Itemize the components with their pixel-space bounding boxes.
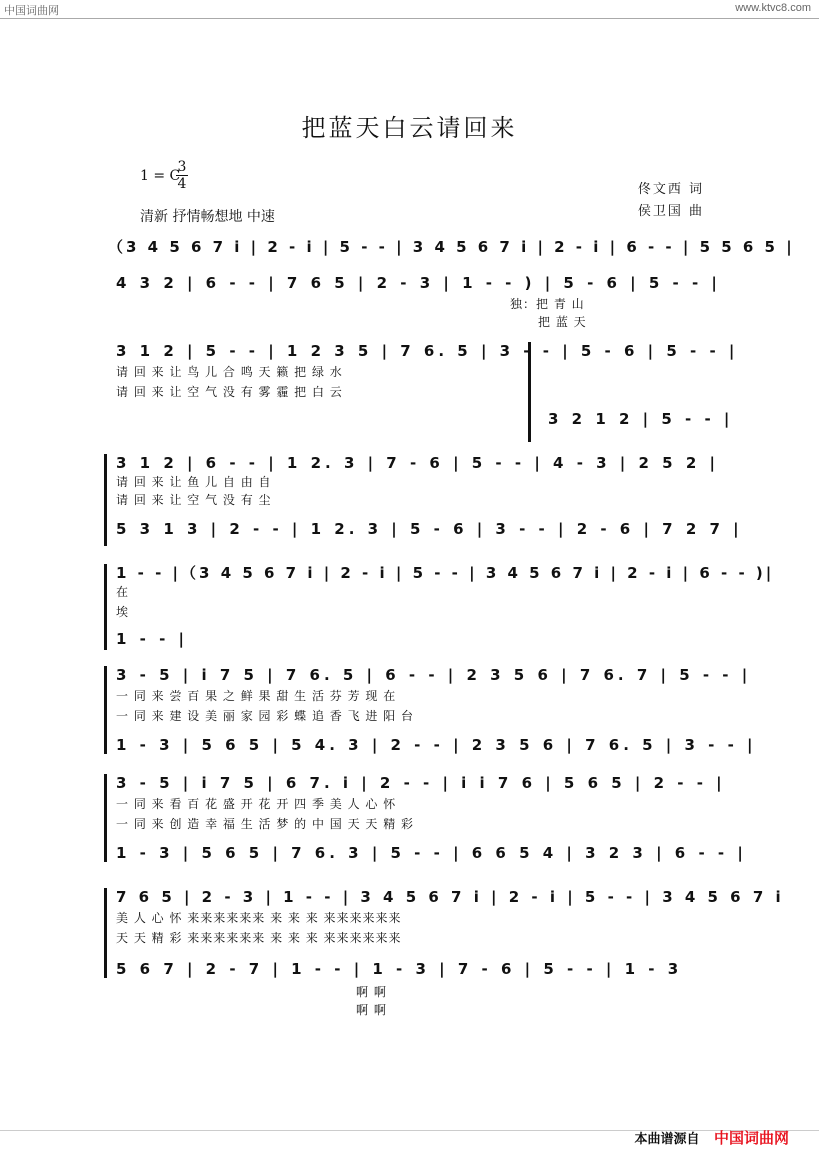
footer-brand[interactable]: 中国词曲网 (713, 1129, 789, 1147)
lyric-line-2: 天 天 精 彩 来来来来来来 来 来 来 来来来来来来 (116, 931, 402, 945)
lyric-line-2: 一 同 来 建 设 美 丽 家 园 彩 蝶 追 香 飞 进 阳 台 (116, 709, 415, 723)
header-divider (0, 18, 819, 19)
lyric-line-2: 埃 (116, 605, 130, 619)
lyricist-credit: 佟文西 词 (637, 182, 704, 197)
footer-label: 本曲谱源自 (634, 1132, 700, 1147)
time-signature (176, 160, 188, 191)
lyric-line-2: 把 蓝 天 (538, 315, 587, 329)
lower-lyric-line-2: 啊 啊 (356, 1003, 387, 1017)
song-title: 把蓝天白云请回来 (301, 114, 518, 142)
lyric-line-1: 请 回 来 让 鱼 儿 自 由 自 (116, 475, 272, 489)
lyric-line-2: 请 回 来 让 空 气 没 有 尘 (116, 493, 272, 507)
notation-line: 3 - 5 | i 7 5 | 6 7. i | 2 - - | i i 7 6 | 5 6 5 | 2 - - | (116, 774, 726, 792)
part-brace (104, 888, 107, 978)
lower-notation-line: 5 6 7 | 2 - 7 | 1 - - | 1 - 3 | 7 - 6 | 5 - - | 1 - 3 (116, 960, 683, 978)
notation-line: 3 - 5 | i 7 5 | 7 6. 5 | 6 - - | 2 3 5 6 | 7 6. 7 | 5 - - | (116, 666, 752, 684)
lower-notation-line: 1 - 3 | 5 6 5 | 5 4. 3 | 2 - - | 2 3 5 6 | 7 6. 5 | 3 - - | (116, 736, 757, 754)
lyric-line-1: 美 人 心 怀 来来来来来来 来 来 来 来来来来来来 (116, 911, 402, 925)
lyric-line-2: 请 回 来 让 空 气 没 有 雾 霾 把 白 云 (116, 385, 343, 399)
footer-source (634, 1127, 789, 1148)
lower-lyric-line-1: 啊 啊 (356, 985, 387, 999)
notation-line: 7 6 5 | 2 - 3 | 1 - - | 3 4 5 6 7 i | 2 - i | 5 - - | 3 4 5 6 7 i (116, 888, 785, 906)
time-numerator: 3 (177, 159, 187, 175)
site-url-right: www.ktvc8.com (735, 2, 811, 14)
part-brace (104, 454, 107, 546)
lower-notation-line: 3 2 1 2 | 5 - - | (548, 410, 734, 428)
notation-line: 3 1 2 | 6 - - | 1 2. 3 | 7 - 6 | 5 - - | 4 - 3 | 2 5 2 | (116, 454, 719, 472)
notation-line: 1 - - |（3 4 5 6 7 i | 2 - i | 5 - - | 3 4 5 6 7 i | 2 - i | 6 - - )| (116, 564, 775, 582)
notation-line: （3 4 5 6 7 i | 2 - i | 5 - - | 3 4 5 6 7 i | 2 - i | 6 - - | 5 5 6 5 | (108, 238, 795, 256)
lyric-line-1: 一 同 来 尝 百 果 之 鲜 果 甜 生 活 芬 芳 现 在 (116, 689, 397, 703)
lower-notation-line: 1 - 3 | 5 6 5 | 7 6. 3 | 5 - - | 6 6 5 4 | 3 2 3 | 6 - - | (116, 844, 747, 862)
lyric-line-1: 独：把 青 山 (510, 297, 585, 311)
part-brace (104, 774, 107, 862)
notation-line: 4 3 2 | 6 - - | 7 6 5 | 2 - 3 | 1 - - ) | 5 - 6 | 5 - - | (116, 274, 721, 292)
site-name-left: 中国词曲网 (4, 4, 59, 17)
key-signature: 1 = C (140, 168, 181, 184)
part-brace (104, 564, 107, 650)
time-denominator: 4 (177, 176, 187, 192)
composer-credit: 侯卫国 曲 (637, 204, 704, 219)
lyric-line-1: 在 (116, 585, 130, 599)
lyric-line-1: 请 回 来 让 鸟 儿 合 鸣 天 籁 把 绿 水 (116, 365, 343, 379)
lower-notation-line: 5 3 1 3 | 2 - - | 1 2. 3 | 5 - 6 | 3 - - | 2 - 6 | 7 2 7 | (116, 520, 743, 538)
tempo-marking: 清新 抒情畅想地 中速 (140, 209, 275, 225)
part-brace (104, 666, 107, 754)
lower-notation-line: 1 - - | (116, 630, 189, 648)
lyric-line-1: 一 同 来 看 百 花 盛 开 花 开 四 季 美 人 心 怀 (116, 797, 397, 811)
notation-line: 3 1 2 | 5 - - | 1 2 3 5 | 7 6. 5 | 3 - - | 5 - 6 | 5 - - | (116, 342, 739, 360)
lyric-line-2: 一 同 来 创 造 幸 福 生 活 梦 的 中 国 天 天 精 彩 (116, 817, 415, 831)
